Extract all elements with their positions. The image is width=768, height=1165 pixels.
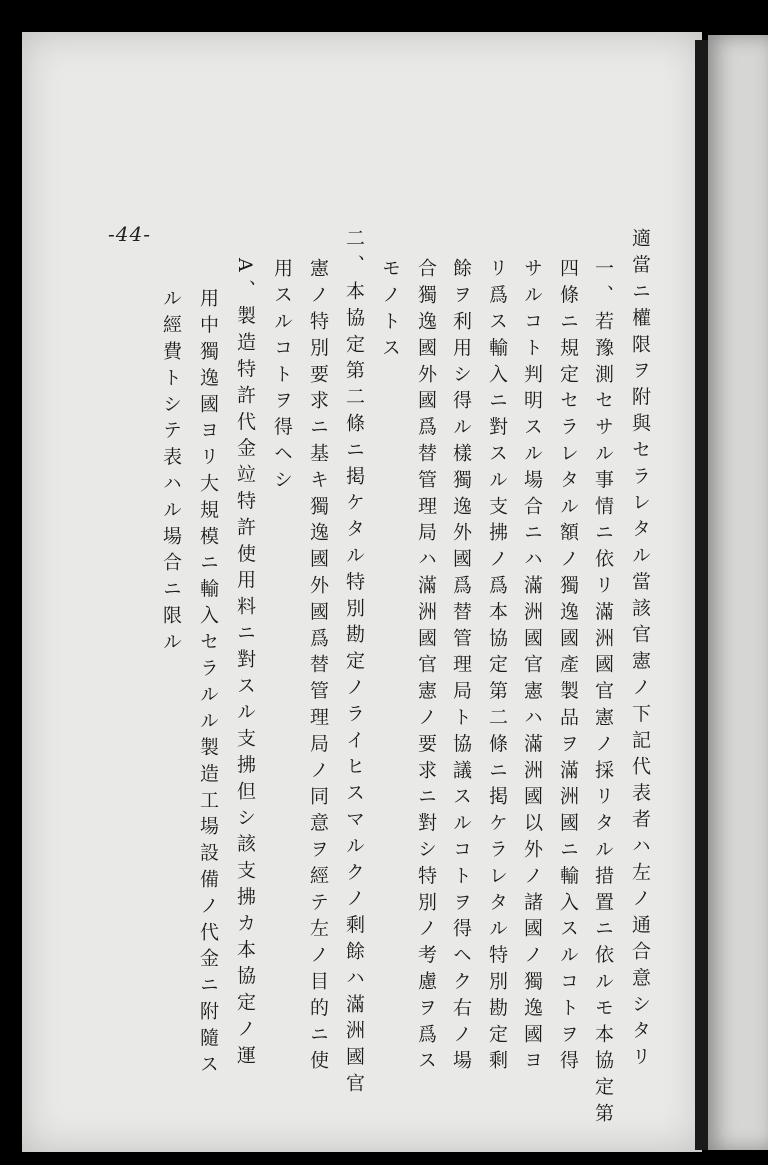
text-line-8: モノトス (379, 258, 401, 364)
adjacent-page-edge (708, 35, 768, 1150)
text-line-10: 憲ノ特別要求ニ基キ獨逸國外國爲替管理局ノ同意ヲ經テ左ノ目的ニ使 (307, 258, 329, 1077)
text-line-7: 合獨逸國外國爲替管理局ハ滿洲國官憲ノ要求ニ對シ特別ノ考慮ヲ爲ス (415, 258, 437, 1077)
page-number: -44- (108, 222, 151, 246)
text-line-14: ル經費トシテ表ハル場合ニ限ル (160, 288, 182, 658)
text-line-9: 二、本協定第二條ニ掲ケタル特別勘定ノライヒスマルクノ剩餘ハ滿洲國官 (343, 228, 365, 1100)
text-line-5: リ爲ス輸入ニ對スル支拂ノ爲本協定第二條ニ掲ケラレタル特別勘定剩 (486, 258, 508, 1077)
text-line-12: A、製造特許代金竝特許使用料ニ對スル支拂但シ該支拂カ本協定ノ運 (234, 258, 256, 1072)
document-page (22, 32, 702, 1152)
text-line-4: サルコト判明スル場合ニハ滿洲國官憲ハ滿洲國以外ノ諸國ノ獨逸國ヨ (521, 258, 543, 1077)
text-line-11: 用スルコトヲ得ヘシ (271, 258, 293, 496)
text-line-2: 一、若豫測セサル事情ニ依リ滿洲國官憲ノ採リタル措置ニ依ルモ本協定第 (592, 258, 614, 1130)
book-spine (695, 40, 709, 1150)
text-line-1: 適當ニ權限ヲ附與セラレタル當該官憲ノ下記代表者ハ左ノ通合意シタリ (629, 228, 651, 1073)
text-line-3: 四條ニ規定セラレタル額ノ獨逸國產製品ヲ滿洲國ニ輸入スルコトヲ得 (557, 258, 579, 1077)
text-line-13: 用中獨逸國ヨリ大規模ニ輸入セラルル製造工場設備ノ代金ニ附隨ス (197, 288, 219, 1080)
text-line-6: 餘ヲ利用シ得ル樣獨逸外國爲替管理局ト協議スルコトヲ得ヘク右ノ場 (450, 258, 472, 1077)
